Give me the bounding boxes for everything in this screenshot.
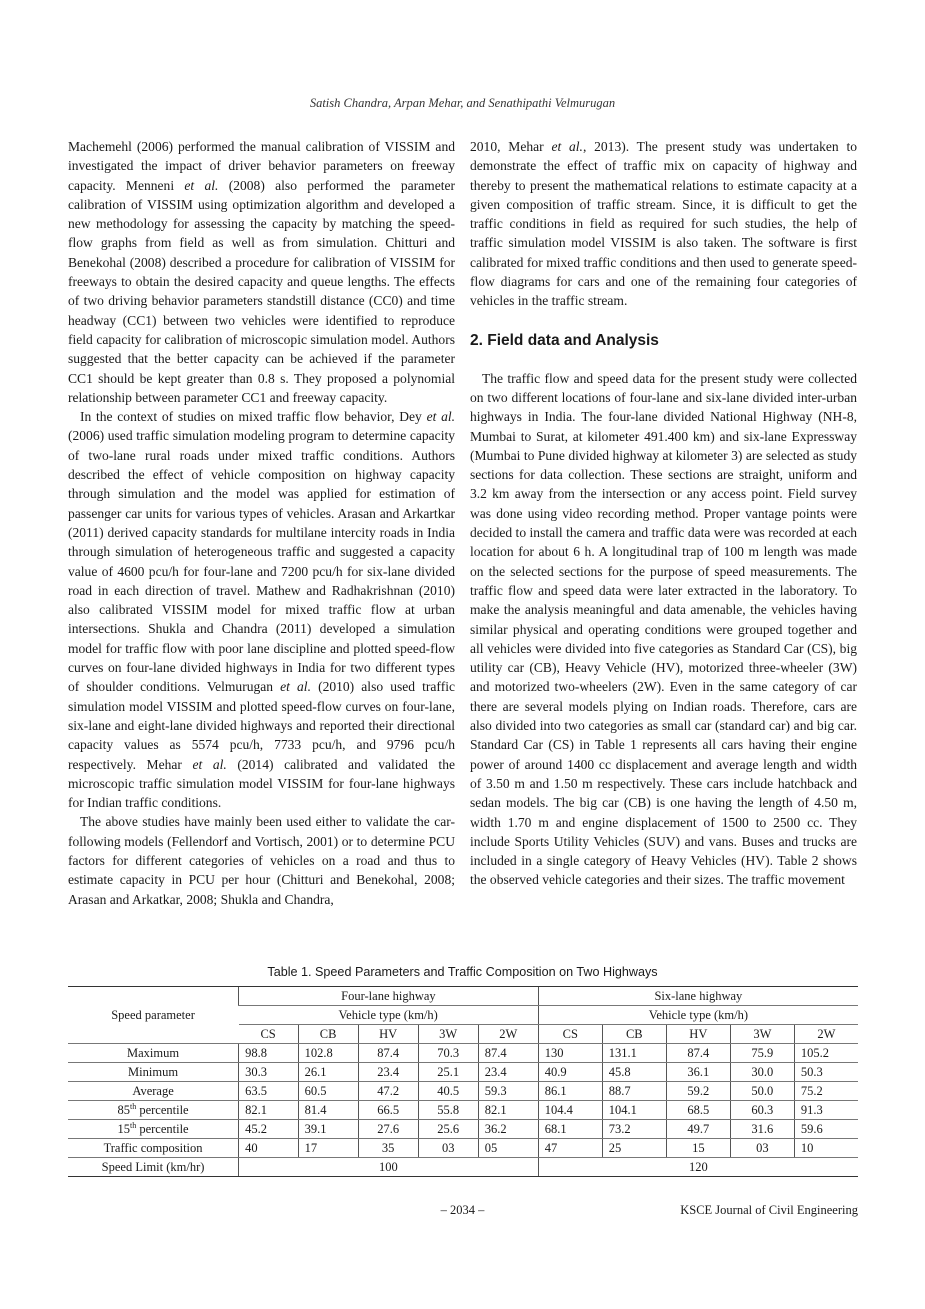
table-cell: 40.5: [418, 1082, 478, 1101]
section-heading: 2. Field data and Analysis: [470, 331, 659, 349]
vehicle-type-header: 2W: [478, 1025, 538, 1044]
table-cell: 104.1: [602, 1101, 666, 1120]
table-cell: 50.0: [730, 1082, 794, 1101]
speed-limit-cell: 100: [239, 1158, 539, 1177]
table-row: [68, 1139, 858, 1158]
speed-limit-cell: 120: [538, 1158, 858, 1177]
row-label-text: Traffic composition: [103, 1140, 203, 1155]
text-run: , 2013). The present study was undertaken to demonstrate the effect of traffic mix on capacity of highway and thereby to present the mathematical relations to estimate capacity at a given composition of traffic stream. Since, it is difficult to get the traffic conditions in field as required for such studies, the help of traffic simulation model VISSIM is also taken. The software is first calibrated for mixed traffic conditions and then used to generate speed-flow diagrams for cars and one of the remaining four categories of vehicles in the traffic stream.: [470, 139, 857, 309]
group-subheader: Vehicle type (km/h): [239, 1006, 539, 1025]
table-cell: 66.5: [358, 1101, 418, 1120]
text-run: (2008) also performed the parameter calibration of VISSIM using optimization algorithm and developed a new methodology for assessing the capacity by matching the speed-flow graphs from field as well as from simulation. Chitturi and Benekohal (2008) described a procedure for calibration of VISSIM for freeways to obtain the desired capacity and queue lengths. The effects of two driving behavior parameters standstill distance (CC0) and time headway (CC1) between two vehicles were identified to reproduce field capacity for calibration of microscopic simulation model. Authors suggested that the better capacity can be achieved if the parameter CC1 should be kept greater than 0.8 s. They proposed a polynomial relationship between parameter CC1 and freeway capacity.: [68, 177, 455, 405]
row-label-sup: th: [129, 1101, 137, 1111]
vehicle-type-header: CB: [298, 1025, 358, 1044]
table-cell: 25.6: [418, 1120, 478, 1139]
table-cell: 73.2: [602, 1120, 666, 1139]
row-label: [68, 1044, 239, 1063]
table-cell: 87.4: [478, 1044, 538, 1063]
table-cell: 86.1: [538, 1082, 602, 1101]
table-cell: 98.8: [239, 1044, 299, 1063]
table-cell: 30.3: [239, 1063, 299, 1082]
text-run: (2010) also used traffic simulation model VISSIM and plotted speed-flow curves on four-lane, six-lane and eight-lane divided highways and reported their directional capacity values as 5574 pcu/h, 7733 pcu/h, and 9796 pcu/h respectively. Mehar: [68, 679, 455, 772]
table-cell: 45.8: [602, 1063, 666, 1082]
table-cell: 31.6: [730, 1120, 794, 1139]
table-cell: 40: [239, 1139, 299, 1158]
table-cell: 60.5: [298, 1082, 358, 1101]
text-run: (2014) calibrated and validated the microscopic traffic simulation model VISSIM for four-lane highways for Indian traffic conditions.: [68, 756, 455, 811]
italic-text: et al.: [184, 177, 219, 193]
table-cell: 87.4: [358, 1044, 418, 1063]
text-run: In the context of studies on mixed traffic flow behavior, Dey: [80, 409, 427, 425]
table-cell: 47.2: [358, 1082, 418, 1101]
group-header: Four-lane highway: [239, 987, 539, 1006]
table-cell: 82.1: [478, 1101, 538, 1120]
row-label: [68, 1063, 239, 1082]
text-run: The traffic flow and speed data for the present study were collected on two different locations of four-lane and six-lane divided inter-urban highways in India. The four-lane divided National Highway (NH-8, Mumbai to Surat, at kilometer 491.400 km) and six-lane Expressway (Mumbai to Pune divided highway at kilometer 3) are selected as study sections for data collection. These sections are straight, uniform and 3.2 km away from the intersection or any access point. Field survey was done using video recording method. Proper vantage points were decided to install the camera and traffic data were was recorded at each location for about 6 h. A longitudinal trap of 100 m length was made on the selected sections for the purpose of speed measurements. The traffic flow and speed data were later extracted in the laboratory. To make the analysis meaningful and data amenable, the vehicles having similar physical and operating conditions were grouped together and all vehicles were divided into five categories as Standard Car (CS), big utility car (CB), Heavy Vehicle (HV), motorized three-wheeler (3W) and motorized two-wheelers (2W). Even in the same category of car there are several models plying on Indian roads. Therefore, cars are also divided into two categories as small car (standard car) and big car. Standard Car (CS) in Table 1 represents all cars having their engine power of around 1400 cc displacement and average length and width of 3.50 m and 1.50 m respectively. These cars include hatchback and sedan models. The big car (CB) is one having the length of 4.50 m, width 1.70 m and engine displacement of 1500 to 2500 cc. They include Sports Utility Vehicles (SUV) and vans. Buses and trucks are included in a single category of Heavy Vehicles (HV). Table 2 shows the observed vehicle categories and their sizes. The traffic movement: [470, 370, 857, 888]
text-run: Machemehl (2006) performed the manual calibration of VISSIM and investigated the impact of driver behavior parameters on freeway capacity. Menneni: [68, 139, 455, 193]
table-cell: 25.1: [418, 1063, 478, 1082]
vehicle-type-header: HV: [666, 1025, 730, 1044]
right-column-body: [470, 369, 857, 890]
table-cell: 104.4: [538, 1101, 602, 1120]
vehicle-type-header: CS: [239, 1025, 299, 1044]
paragraph: [68, 407, 455, 812]
table-cell: 68.1: [538, 1120, 602, 1139]
row-label: [68, 1139, 239, 1158]
table-cell: 87.4: [666, 1044, 730, 1063]
table-header-row: [68, 987, 858, 1006]
table-row: [68, 1063, 858, 1082]
table-cell: 05: [478, 1139, 538, 1158]
row-label-text: Minimum: [128, 1064, 179, 1079]
page-number: – 2034 –: [440, 1203, 485, 1217]
table-row: [68, 1120, 858, 1139]
table-cell: 91.3: [794, 1101, 858, 1120]
table-cell: 26.1: [298, 1063, 358, 1082]
table-cell: 39.1: [298, 1120, 358, 1139]
table-cell: 50.3: [794, 1063, 858, 1082]
table-cell: 27.6: [358, 1120, 418, 1139]
row-label-text: 85: [117, 1102, 130, 1117]
table-cell: 17: [298, 1139, 358, 1158]
table-cell: 82.1: [239, 1101, 299, 1120]
group-subheader: Vehicle type (km/h): [538, 1006, 858, 1025]
table-row: [68, 1082, 858, 1101]
right-column-intro: [470, 137, 857, 311]
row-label: [68, 1082, 239, 1101]
group-header: Six-lane highway: [538, 987, 858, 1006]
vehicle-type-header: 2W: [794, 1025, 858, 1044]
paragraph: [470, 137, 857, 311]
row-label: [68, 1101, 239, 1120]
table-cell: 30.0: [730, 1063, 794, 1082]
row-label-sup: th: [129, 1120, 137, 1130]
paragraph: [470, 369, 857, 890]
text-run: The above studies have mainly been used either to validate the car-following models (Fellendorf and Vortisch, 2001) or to determine PCU factors for different categories of vehicles on a road and thus to estimate capacity in PCU per hour (Chitturi and Benekohal, 2008; Arasan and Arkatkar, 2008; Shukla and Chandra,: [68, 814, 455, 907]
table-cell: 59.3: [478, 1082, 538, 1101]
table-cell: 68.5: [666, 1101, 730, 1120]
table-cell: 88.7: [602, 1082, 666, 1101]
table-cell: 10: [794, 1139, 858, 1158]
table-cell: 15: [666, 1139, 730, 1158]
paragraph: [68, 137, 455, 407]
row-label-text: 15: [117, 1121, 130, 1136]
table-cell: 131.1: [602, 1044, 666, 1063]
table-cell: 60.3: [730, 1101, 794, 1120]
table-cell: 35: [358, 1139, 418, 1158]
table-cell: 36.2: [478, 1120, 538, 1139]
row-header-label: Speed parameter: [68, 987, 239, 1044]
table-cell: 70.3: [418, 1044, 478, 1063]
italic-text: et al.: [426, 409, 455, 425]
right-column: [470, 137, 857, 890]
italic-text: et al.: [280, 679, 311, 695]
table-cell: 130: [538, 1044, 602, 1063]
table-row-speed-limit: [68, 1158, 858, 1177]
table-cell: 25: [602, 1139, 666, 1158]
table-cell: 75.9: [730, 1044, 794, 1063]
table-cell: 40.9: [538, 1063, 602, 1082]
left-column: [68, 137, 455, 909]
table-cell: 59.2: [666, 1082, 730, 1101]
row-label-text: Average: [132, 1083, 174, 1098]
row-label: Speed Limit (km/hr): [68, 1158, 239, 1177]
text-run: 2010, Mehar: [470, 139, 552, 154]
table-cell: 59.6: [794, 1120, 858, 1139]
table-cell: 23.4: [358, 1063, 418, 1082]
vehicle-type-header: CB: [602, 1025, 666, 1044]
row-label: [68, 1120, 239, 1139]
table-cell: 03: [730, 1139, 794, 1158]
table-cell: 102.8: [298, 1044, 358, 1063]
row-label-rest: percentile: [136, 1102, 189, 1117]
vehicle-type-header: HV: [358, 1025, 418, 1044]
journal-name: KSCE Journal of Civil Engineering: [680, 1203, 858, 1217]
italic-text: et al.: [551, 139, 583, 154]
vehicle-type-header: 3W: [730, 1025, 794, 1044]
table-cell: 75.2: [794, 1082, 858, 1101]
table-cell: 47: [538, 1139, 602, 1158]
table-row: [68, 1101, 858, 1120]
table-cell: 63.5: [239, 1082, 299, 1101]
row-label-rest: percentile: [136, 1121, 189, 1136]
table-cell: 105.2: [794, 1044, 858, 1063]
table-cell: 36.1: [666, 1063, 730, 1082]
table-cell: 55.8: [418, 1101, 478, 1120]
table-caption: Table 1. Speed Parameters and Traffic Composition on Two Highways: [267, 965, 658, 979]
table-cell: 81.4: [298, 1101, 358, 1120]
table-cell: 23.4: [478, 1063, 538, 1082]
row-label-text: Maximum: [127, 1045, 180, 1060]
table-cell: 49.7: [666, 1120, 730, 1139]
running-head: Satish Chandra, Arpan Mehar, and Senathipathi Velmurugan: [309, 96, 616, 110]
vehicle-type-header: 3W: [418, 1025, 478, 1044]
paragraph: [68, 812, 455, 908]
speed-parameters-table: [68, 986, 858, 1177]
table-row: [68, 1044, 858, 1063]
table-cell: 03: [418, 1139, 478, 1158]
text-run: (2006) used traffic simulation modeling program to determine capacity of two-lane rural roads under mixed traffic conditions. Authors described the effect of vehicle composition on highway capacity through simulation and the model was applied for estimation of passenger car units for various types of vehicles. Arasan and Arkartkar (2011) derived capacity standards for multilane intercity roads in India through simulation of heterogeneous traffic and suggested a capacity value of 4600 pcu/h for four-lane and 7200 pcu/h for six-lane divided road in each direction of travel. Mathew and Radhakrishnan (2010) also calibrated VISSIM model for mixed traffic flow at urban intersections. Shukla and Chandra (2011) developed a simulation model for traffic flow with poor lane discipline and plotted speed-flow curves on four-lane divided highways in India for two different types of shoulder conditions. Velmurugan: [68, 428, 455, 695]
italic-text: et al.: [192, 756, 227, 772]
table-cell: 45.2: [239, 1120, 299, 1139]
vehicle-type-header: CS: [538, 1025, 602, 1044]
